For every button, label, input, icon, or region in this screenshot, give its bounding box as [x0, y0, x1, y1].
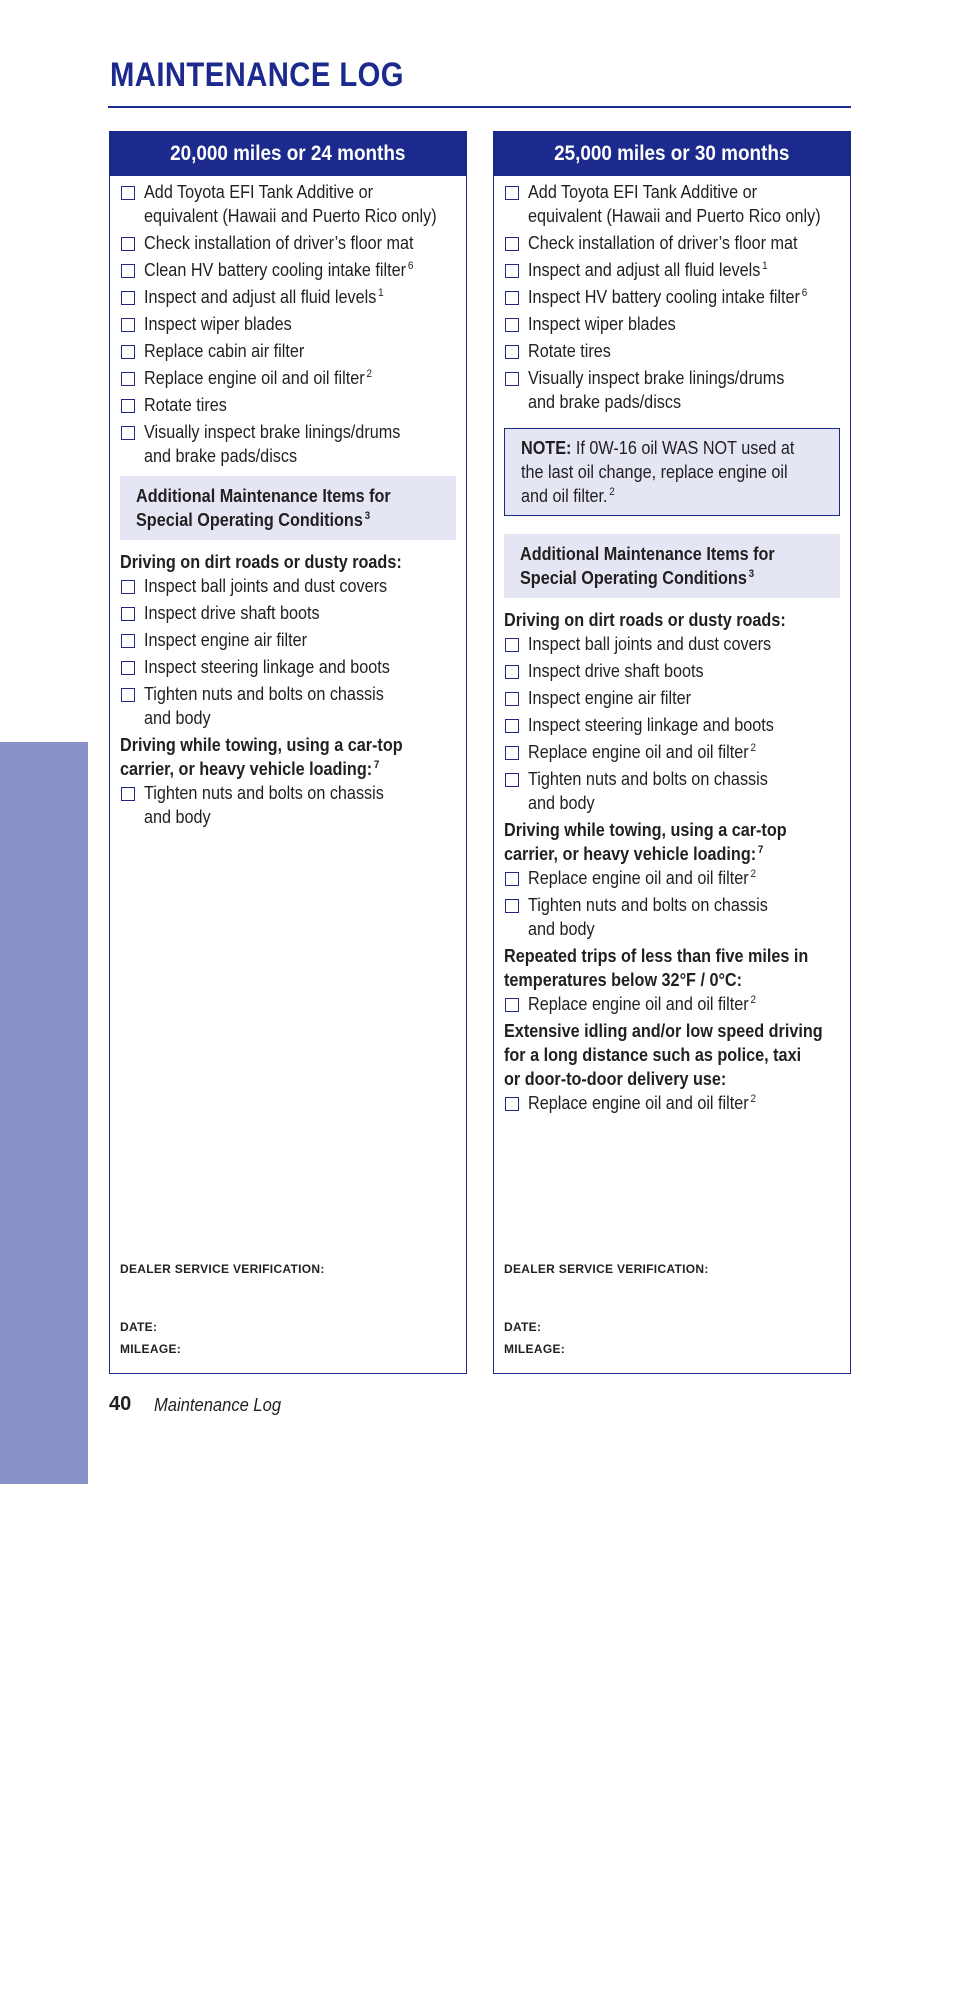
checklist-item-label: Replace engine oil and oil filter $^2$ [144, 368, 372, 388]
checklist [504, 992, 840, 1016]
checklist-item [504, 992, 840, 1016]
checkbox[interactable] [505, 345, 519, 359]
mileage-label: MILEAGE: [504, 1342, 566, 1356]
checklist-item [120, 682, 456, 730]
checkbox[interactable] [505, 872, 519, 886]
checklist-item-label: Add Toyota EFI Tank Additive or [144, 182, 374, 202]
checklist-item-label: Visually inspect brake linings/drums [144, 422, 401, 442]
checklist-item [120, 339, 456, 363]
checkbox[interactable] [121, 291, 135, 305]
special-conditions-box: Additional Maintenance Items for Special Operating Conditions $^3$ [120, 476, 456, 540]
checklist-item-label: Clean HV battery cooling intake filter $^6$ [144, 260, 414, 280]
checkbox[interactable] [121, 264, 135, 278]
checkbox[interactable] [121, 399, 135, 413]
checklist-item-label: Check installation of driver’s floor mat [144, 233, 414, 253]
special-conditions-box: Additional Maintenance Items for Special Operating Conditions $^3$ [504, 534, 840, 598]
checkbox[interactable] [505, 998, 519, 1012]
checkbox[interactable] [121, 372, 135, 386]
checkbox[interactable] [505, 746, 519, 760]
checkbox[interactable] [121, 607, 135, 621]
towing-heading: Driving while towing, using a car-top carrier, or heavy vehicle loading: $^7$ [120, 735, 403, 779]
checkbox[interactable] [505, 665, 519, 679]
checklist [504, 180, 840, 414]
checkbox[interactable] [121, 580, 135, 594]
checklist-item [120, 366, 456, 390]
log-column-20000 [109, 131, 467, 1374]
checklist-item [504, 740, 840, 764]
checklist-item [504, 632, 840, 656]
checklist-item-label: Add Toyota EFI Tank Additive or [528, 182, 758, 202]
checklist-item-label: Replace cabin air filter [144, 341, 305, 361]
checklist-item-label: Inspect drive shaft boots [144, 603, 320, 623]
checkbox[interactable] [121, 661, 135, 675]
checklist-item [504, 1091, 840, 1115]
checklist-item-label: Replace engine oil and oil filter $^2$ [528, 868, 756, 888]
checklist-item-label: Inspect engine air filter [528, 688, 691, 708]
column-header: 20,000 miles or 24 months [110, 132, 466, 176]
note-box: NOTE: If 0W-16 oil WAS NOT used at the last oil change, replace engine oil and oil filter. $^2$ [504, 428, 840, 516]
checkbox[interactable] [121, 688, 135, 702]
checklist-item-label: Inspect and adjust all fluid levels $^1$ [528, 260, 768, 280]
checklist-item [120, 393, 456, 417]
date-label: DATE: [120, 1320, 158, 1334]
checklist-item [120, 231, 456, 255]
checklist-item-label: Rotate tires [144, 395, 227, 415]
mileage-label: MILEAGE: [120, 1342, 182, 1356]
checklist-item-label: Tighten nuts and bolts on chassis [144, 783, 384, 803]
checklist-item [120, 312, 456, 336]
checkbox[interactable] [505, 638, 519, 652]
page-number: 40 [109, 1393, 132, 1415]
checklist-item-label: Replace engine oil and oil filter $^2$ [528, 1093, 756, 1113]
checklist-item-label: Replace engine oil and oil filter $^2$ [528, 994, 756, 1014]
dirt-roads-heading: Driving on dirt roads or dusty roads: [504, 610, 786, 630]
checklist-item [120, 655, 456, 679]
short-trips-heading: Repeated trips of less than five miles in temperatures below 32°F / 0°C: [504, 946, 809, 990]
checklist-item-label: Tighten nuts and bolts on chassis [528, 895, 768, 915]
checklist [120, 781, 456, 829]
checklist-item-label: and brake pads/discs [144, 446, 298, 466]
checkbox[interactable] [505, 318, 519, 332]
checklist-item-label: and body [144, 807, 211, 827]
checkbox[interactable] [121, 186, 135, 200]
checklist-item-label: Inspect steering linkage and boots [528, 715, 774, 735]
checklist-item-label: and brake pads/discs [528, 392, 682, 412]
date-label: DATE: [504, 1320, 542, 1334]
checkbox[interactable] [121, 318, 135, 332]
checklist-item [504, 258, 840, 282]
checklist-item-label: Inspect wiper blades [528, 314, 676, 334]
checkbox[interactable] [505, 719, 519, 733]
checklist-item-label: Inspect and adjust all fluid levels $^1$ [144, 287, 384, 307]
checkbox[interactable] [505, 237, 519, 251]
checklist-item-label: and body [528, 793, 595, 813]
checklist-item [120, 285, 456, 309]
checkbox[interactable] [505, 773, 519, 787]
checklist-item [504, 285, 840, 309]
checkbox[interactable] [505, 264, 519, 278]
dealer-verification-label: DEALER SERVICE VERIFICATION: [120, 1262, 325, 1276]
checklist [504, 1091, 840, 1115]
checklist-item-label: Inspect engine air filter [144, 630, 307, 650]
checklist-item [504, 866, 840, 890]
checklist-item-label: Inspect ball joints and dust covers [528, 634, 772, 654]
checklist-item-label: and body [528, 919, 595, 939]
dirt-roads-heading: Driving on dirt roads or dusty roads: [120, 552, 402, 572]
checklist-item [120, 180, 456, 228]
checklist [120, 180, 456, 468]
checklist-item-label: Inspect steering linkage and boots [144, 657, 390, 677]
checkbox[interactable] [505, 692, 519, 706]
checklist-item [504, 366, 840, 414]
checkbox[interactable] [121, 345, 135, 359]
checklist [504, 866, 840, 941]
checklist-item [504, 339, 840, 363]
checklist-item-label: Inspect HV battery cooling intake filter $^6$ [528, 287, 808, 307]
side-tab-label: MAINTENANCE [22, 1691, 65, 2016]
checklist-item-label: equivalent (Hawaii and Puerto Rico only) [528, 206, 821, 226]
checkbox[interactable] [505, 372, 519, 386]
idling-heading: Extensive idling and/or low speed driving for a long distance such as police, taxi or door-to-door delivery use: [504, 1021, 823, 1089]
log-column-25000 [493, 131, 851, 1374]
checklist-item-label: Inspect ball joints and dust covers [144, 576, 388, 596]
checklist-item-label: Visually inspect brake linings/drums [528, 368, 785, 388]
checklist-item [120, 628, 456, 652]
footer-section-name: Maintenance Log [154, 1395, 282, 1415]
checklist [504, 632, 840, 815]
checklist-item [120, 258, 456, 282]
checkbox[interactable] [121, 426, 135, 440]
towing-heading: Driving while towing, using a car-top carrier, or heavy vehicle loading: $^7$ [504, 820, 787, 864]
checklist-item [504, 893, 840, 941]
checklist-item [120, 601, 456, 625]
checklist-item-label: Inspect wiper blades [144, 314, 292, 334]
checklist-item-label: and body [144, 708, 211, 728]
dealer-verification-label: DEALER SERVICE VERIFICATION: [504, 1262, 709, 1276]
checklist-item [504, 180, 840, 228]
checklist-item-label: equivalent (Hawaii and Puerto Rico only) [144, 206, 437, 226]
title-divider [108, 106, 851, 108]
checklist-item-label: Tighten nuts and bolts on chassis [528, 769, 768, 789]
checkbox[interactable] [505, 899, 519, 913]
checklist-item [504, 231, 840, 255]
checkbox[interactable] [505, 291, 519, 305]
checklist-item-label: Inspect drive shaft boots [528, 661, 704, 681]
checklist-item-label: Tighten nuts and bolts on chassis [144, 684, 384, 704]
side-tab [0, 742, 88, 2016]
checklist-item [504, 686, 840, 710]
checklist-item-label: Rotate tires [528, 341, 611, 361]
checklist [120, 574, 456, 730]
checklist-item [120, 420, 456, 468]
checkbox[interactable] [121, 634, 135, 648]
checklist-item [504, 312, 840, 336]
checklist-item [120, 781, 456, 829]
column-body [494, 176, 850, 1115]
checklist-item [120, 574, 456, 598]
checklist-item [504, 659, 840, 683]
checklist-item [504, 713, 840, 737]
checkbox[interactable] [121, 787, 135, 801]
column-body [110, 176, 466, 829]
column-header: 25,000 miles or 30 months [494, 132, 850, 176]
checkbox[interactable] [505, 1097, 519, 1111]
checklist-item [504, 767, 840, 815]
checklist-item-label: Check installation of driver’s floor mat [528, 233, 798, 253]
checklist-item-label: Replace engine oil and oil filter $^2$ [528, 742, 756, 762]
checkbox[interactable] [505, 186, 519, 200]
checkbox[interactable] [121, 237, 135, 251]
page-title: MAINTENANCE LOG [110, 56, 404, 94]
